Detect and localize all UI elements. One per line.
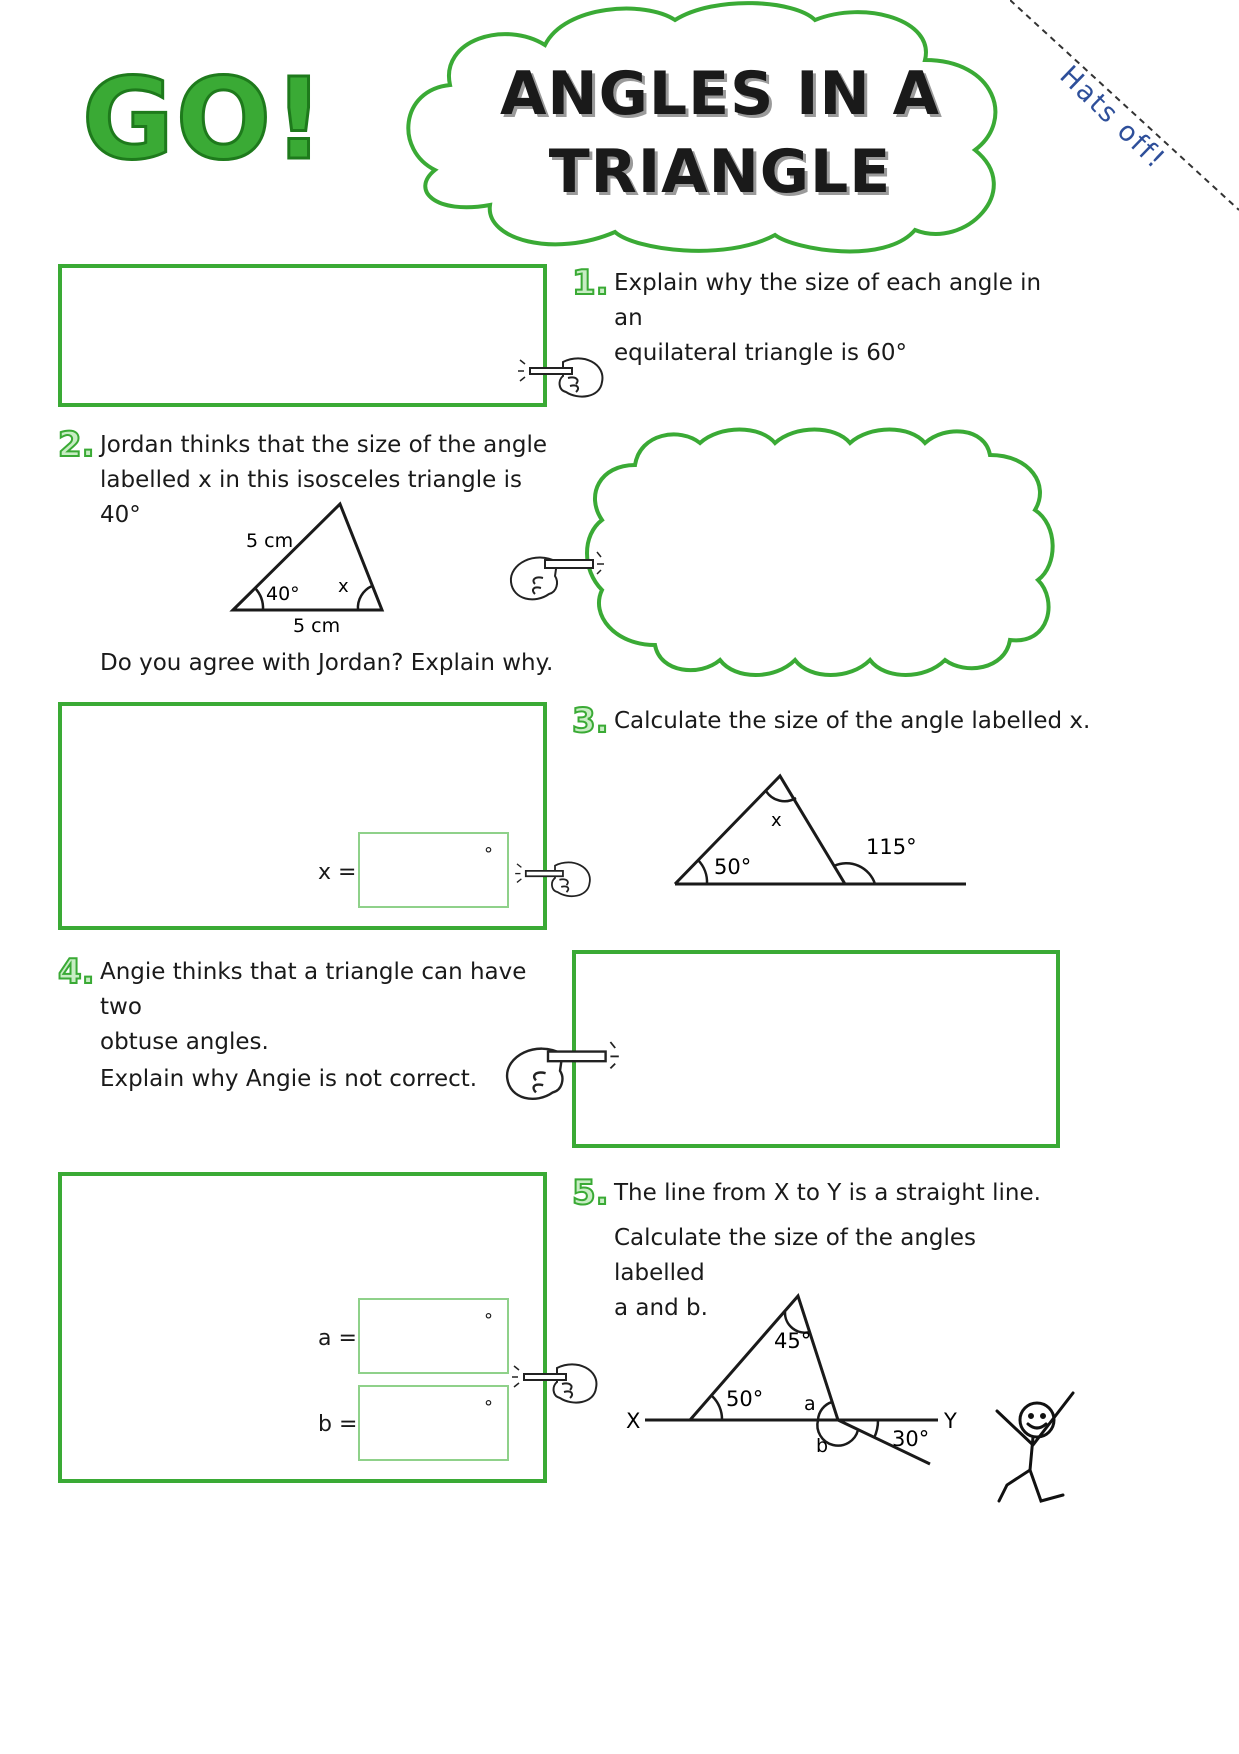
q5-line-1: The line from X to Y is a straight line. xyxy=(614,1180,1041,1206)
q4-line-1: Angie thinks that a triangle can have two xyxy=(100,959,527,1020)
q5-answer-a-label: a = xyxy=(318,1326,357,1351)
q5-triangle-diagram xyxy=(620,1290,970,1480)
q1-line-2: equilateral triangle is 60° xyxy=(614,340,908,366)
stick-figure-icon xyxy=(985,1385,1085,1510)
q3-angle-left-label: 50° xyxy=(714,855,752,879)
q1-number: 1. xyxy=(572,263,609,303)
q3-angle-top-label: x xyxy=(771,810,782,831)
q4-number: 4. xyxy=(58,952,95,992)
q1-line-1: Explain why the size of each angle in an xyxy=(614,270,1042,331)
q5-degree-symbol-a: ° xyxy=(484,1310,493,1331)
q3-triangle-diagram xyxy=(670,770,970,890)
pointing-hand-icon xyxy=(505,548,605,606)
q4-line-2: obtuse angles. xyxy=(100,1029,269,1055)
q5-angle-left-label: 50° xyxy=(726,1387,764,1411)
pointing-hand-icon xyxy=(518,350,608,402)
go-logo xyxy=(80,40,340,200)
title-line-1: ANGLES IN A xyxy=(499,59,941,129)
q5-angle-b-label: b xyxy=(816,1435,829,1457)
q5-answer-a-input[interactable] xyxy=(358,1298,509,1374)
q1-answer-box[interactable] xyxy=(58,264,547,407)
q5-line-2: Calculate the size of the angles labelled xyxy=(614,1225,977,1286)
q1-text xyxy=(614,266,1044,371)
q5-angle-top-label: 45° xyxy=(774,1329,812,1353)
q2-number: 2. xyxy=(58,425,95,465)
q2-prompt: Do you agree with Jordan? Explain why. xyxy=(100,650,554,676)
q2-line-1: Jordan thinks that the size of the angle xyxy=(100,432,547,458)
q2-triangle-diagram xyxy=(220,500,400,640)
q2-side-base-label: 5 cm xyxy=(293,615,341,637)
q2-angle-unknown-label: x xyxy=(338,576,349,597)
q5-number: 5. xyxy=(572,1173,609,1213)
q5-answer-b-label: b = xyxy=(318,1412,358,1437)
q3-text: Calculate the size of the angle labelled x. xyxy=(614,708,1091,734)
q3-answer-input[interactable] xyxy=(358,832,509,908)
q4-line-3: Explain why Angie is not correct. xyxy=(100,1066,478,1092)
q3-answer-label: x = xyxy=(318,860,357,885)
pointing-hand-icon xyxy=(512,1356,602,1408)
q4-text xyxy=(100,955,560,1097)
q5-degree-symbol-b: ° xyxy=(484,1397,493,1418)
q3-angle-exterior-label: 115° xyxy=(866,835,917,859)
q2-line-2: labelled x in this isosceles triangle is 40° xyxy=(100,467,522,528)
q5-point-x-label: X xyxy=(626,1409,641,1433)
q5-angle-a-label: a xyxy=(804,1393,816,1415)
title-line-2: TRIANGLE xyxy=(548,137,892,207)
q5-angle-right-label: 30° xyxy=(892,1427,930,1451)
q5-point-y-label: Y xyxy=(944,1409,957,1433)
q3-number: 3. xyxy=(572,701,609,741)
q3-degree-symbol: ° xyxy=(484,844,493,865)
q2-angle-given-label: 40° xyxy=(266,583,300,605)
q2-side-left-label: 5 cm xyxy=(246,530,294,552)
pointing-hand-icon xyxy=(500,1037,620,1107)
q4-answer-box[interactable] xyxy=(572,950,1060,1148)
page-title xyxy=(470,55,970,211)
q5-answer-b-input[interactable] xyxy=(358,1385,509,1461)
q5-line-3: a and b. xyxy=(614,1295,708,1321)
q2-answer-cloud[interactable] xyxy=(580,425,1060,680)
go-logo-text: GO! xyxy=(82,55,327,185)
pointing-hand-icon xyxy=(514,855,596,901)
corner-tag: Hats off! xyxy=(1053,60,1172,176)
